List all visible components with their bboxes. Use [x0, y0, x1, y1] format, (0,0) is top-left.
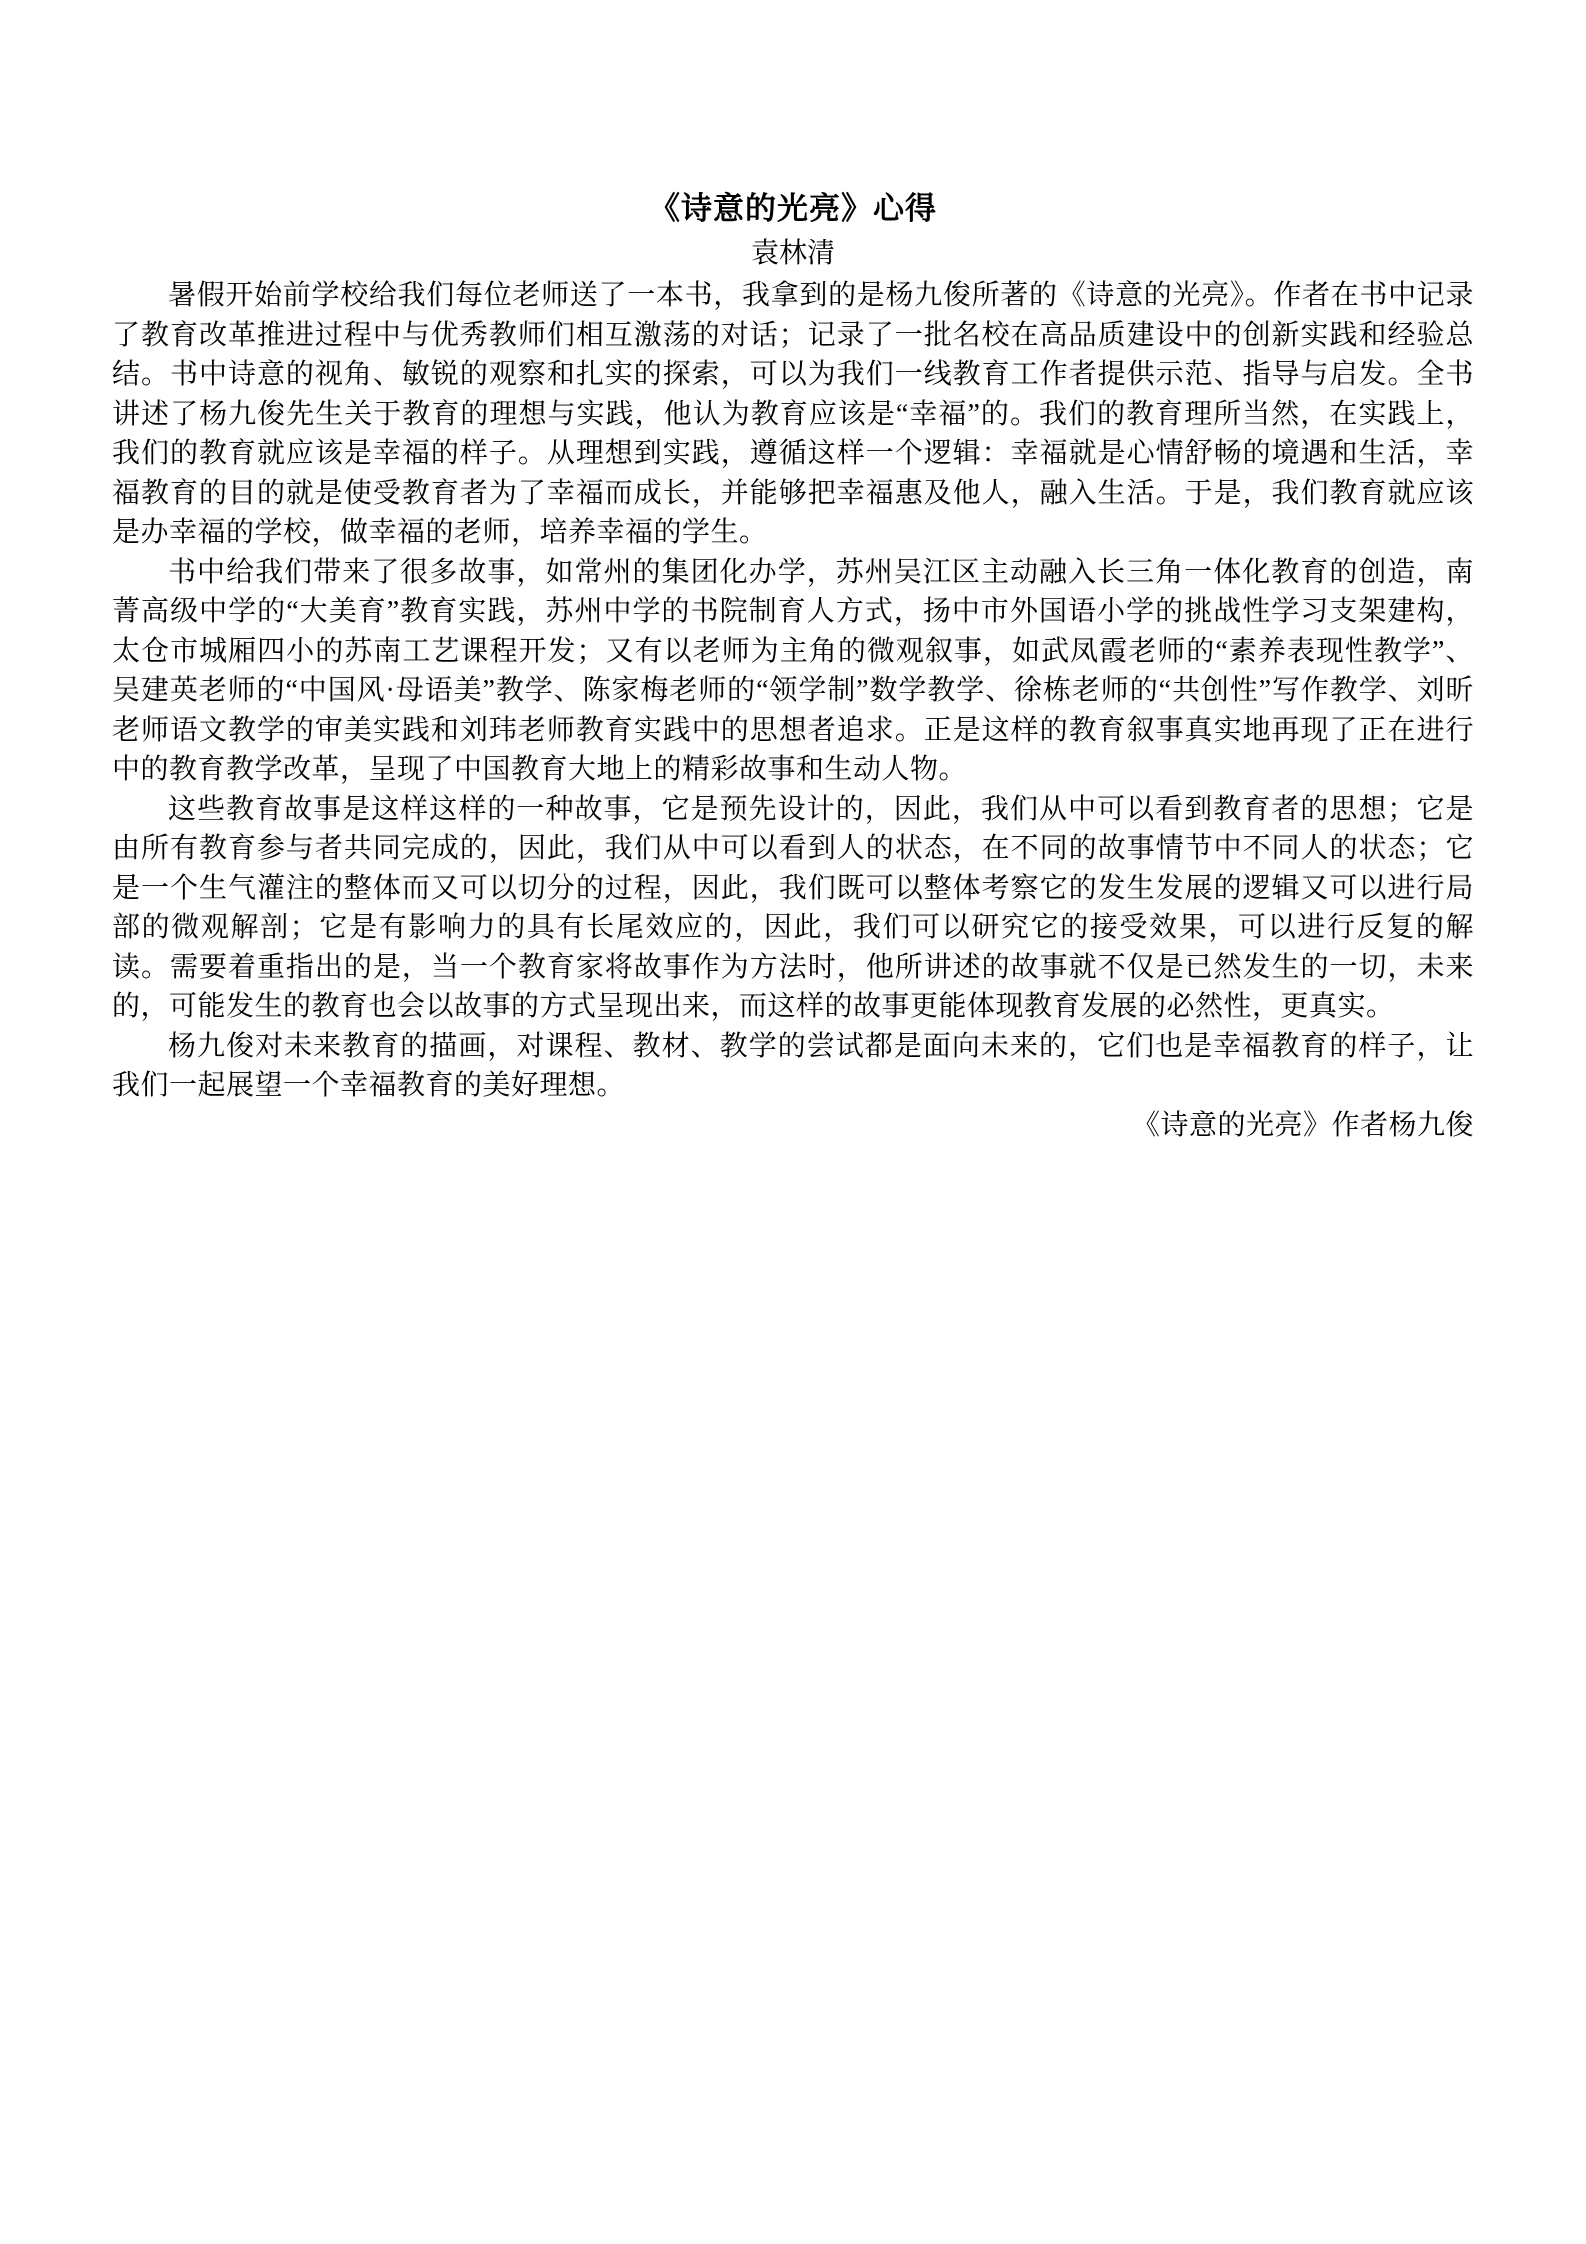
document-author: 袁林清	[750, 238, 835, 269]
document-title: 《诗意的光亮》心得	[649, 191, 937, 226]
paragraph-1: 暑假开始前学校给我们每位老师送了一本书，我拿到的是杨九俊所著的《诗意的光亮》。作者在书中记录了教育改革推进过程中与优秀教师们相互激荡的对话；记录了一批名校在高品质建设中的创新实践和经验总结。书中诗意的视角、敏锐的观察和扎实的探索，可以为我们一线教育工作者提供示范、指导与启发。全书讲述了杨九俊先生关于教育的理想与实践，他认为教育应该是“幸福”的。我们的教育理所当然，在实践上，我们的教育就应该是幸福的样子。从理想到实践，遵循这样一个逻辑：幸福就是心情舒畅的境遇和生活，幸福教育的目的就是使受教育者为了幸福而成长，并能够把幸福惠及他人，融入生活。于是，我们教育就应该是办幸福的学校，做幸福的老师，培养幸福的学生。	[112, 280, 1474, 548]
paragraph-4: 杨九俊对未来教育的描画，对课程、教材、教学的尝试都是面向未来的，它们也是幸福教育的样子，让我们一起展望一个幸福教育的美好理想。	[112, 1030, 1474, 1101]
paragraph-3: 这些教育故事是这样这样的一种故事，它是预先设计的，因此，我们从中可以看到教育者的思想；它是由所有教育参与者共同完成的，因此，我们从中可以看到人的状态，在不同的故事情节中不同人的状态；它是一个生气灌注的整体而又可以切分的过程，因此，我们既可以整体考察它的发生发展的逻辑又可以进行局部的微观解剖；它是有影响力的具有长尾效应的，因此，我们可以研究它的接受效果，可以进行反复的解读。需要着重指出的是，当一个教育家将故事作为方法时，他所讲述的故事就不仅是已然发生的一切，未来的，可能发生的教育也会以故事的方式呈现出来，而这样的故事更能体现教育发展的必然性，更真实。	[112, 793, 1474, 1022]
paragraph-2: 书中给我们带来了很多故事，如常州的集团化办学，苏州吴江区主动融入长三角一体化教育的创造，南菁高级中学的“大美育”教育实践，苏州中学的书院制育人方式，扬中市外国语小学的挑战性学习支架建构，太仓市城厢四小的苏南工艺课程开发；又有以老师为主角的微观叙事，如武凤霞老师的“素养表现性教学”、吴建英老师的“中国风·母语美”教学、陈家梅老师的“领学制”数学教学、徐栋老师的“共创性”写作教学、刘昕老师语文教学的审美实践和刘玮老师教育实践中的思想者追求。正是这样的教育叙事真实地再现了正在进行中的教育教学改革，呈现了中国教育大地上的精彩故事和生动人物。	[112, 556, 1474, 785]
document-signoff: 《诗意的光亮》作者杨九俊	[1131, 1109, 1474, 1141]
